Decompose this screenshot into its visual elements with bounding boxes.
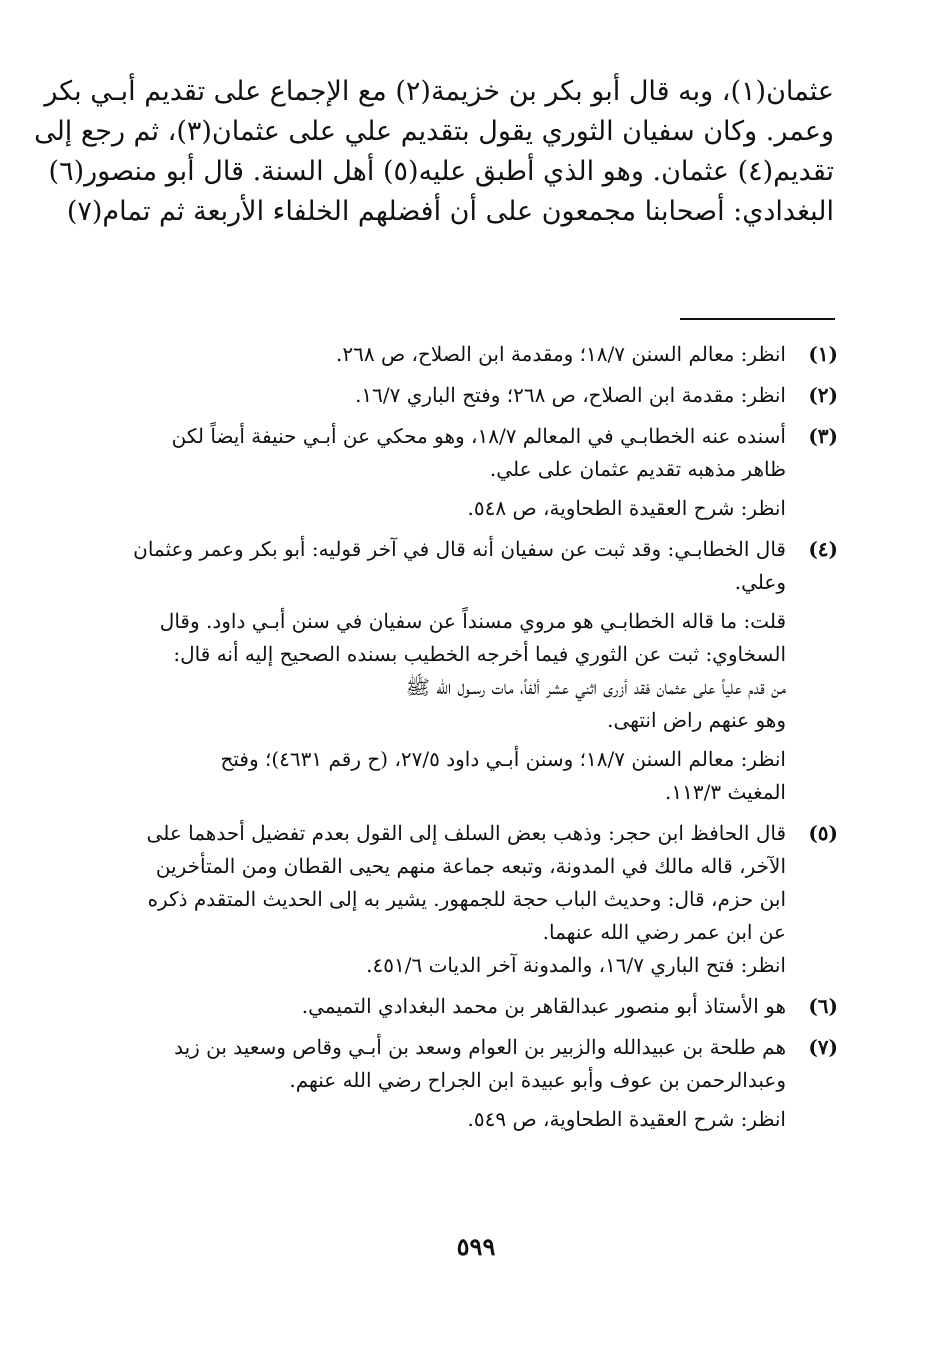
footnote — [138, 1031, 838, 1136]
footnote-line: انظر: مقدمة ابن الصلاح، ص ٢٦٨؛ وفتح الباري ١٦/٧. — [355, 383, 786, 407]
footnote-line: من قدم علياً على عثمان فقد أزرى اثني عشر ألفاً، مات رسـول الله ﷺ — [405, 675, 786, 699]
footnote-line: قال الحافظ ابن حجر: وذهب بعض السلف إلى القول بعدم تفضيل أحدهما على — [146, 821, 786, 845]
footnote — [138, 338, 838, 371]
main-text-line: تقديم(٤) عثمان. وهو الذي أطبق عليه(٥) أهل السنة. قال أبو منصور(٦) — [48, 156, 834, 187]
footnote-line: هم طلحة بن عبيدالله والزبير بن العوام وسعد بن أبـي وقاص وسعيد بن زيد — [174, 1035, 786, 1059]
footnote — [138, 990, 838, 1023]
footnote-line: انظر: معالم السنن ١٨/٧؛ ومقدمة ابن الصلاح، ص ٢٦٨. — [336, 342, 786, 366]
footnote-line: هو الأستاذ أبو منصور عبدالقاهر بن محمد البغدادي التميمي. — [301, 994, 786, 1018]
footnote-line: انظر: معالم السنن ١٨/٧؛ وسنن أبـي داود ٢٧/٥، (ح رقم ٤٦٣١)؛ وفتح — [220, 747, 786, 771]
main-text-block — [34, 72, 834, 232]
footnote-line: قال الخطابـي: وقد ثبت عن سفيان أنه قال في آخر قوليه: أبو بكر وعمر وعثمان — [133, 537, 786, 561]
footnote-line: انظر: شرح العقيدة الطحاوية، ص ٥٤٨. — [467, 496, 786, 520]
footnote-line: المغيث ١١٣/٣. — [665, 780, 786, 804]
footnote-number: (٢) — [808, 383, 838, 407]
footnote-line: وهو عنهم راض انتهى. — [607, 708, 786, 732]
main-text-line: وعمر. وكان سفيان الثوري يقول بتقديم علي على عثمان(٣)، ثم رجع إلى — [34, 116, 834, 147]
main-text-line: البغدادي: أصحابنا مجمعون على أن أفضلهم الخلفاء الأربعة ثم تمام(٧) — [66, 196, 834, 227]
footnote-line: أسنده عنه الخطابـي في المعالم ١٨/٧، وهو محكي عن أبـي حنيفة أيضاً لكن — [171, 424, 786, 448]
footnote-number: (٦) — [808, 994, 838, 1018]
footnote-line: وعبدالرحمن بن عوف وأبو عبيدة ابن الجراح رضي الله عنهم. — [289, 1068, 786, 1092]
footnote-line: السخاوي: ثبت عن الثوري فيما أخرجه الخطيب بسنده الصحيح إليه أنه قال: — [173, 642, 786, 666]
footnote — [138, 420, 838, 525]
footnote-number: (٥) — [808, 821, 838, 845]
footnote-line: انظر: شرح العقيدة الطحاوية، ص ٥٤٩. — [467, 1107, 786, 1131]
footnote — [138, 817, 838, 982]
page-number: ٥٩٩ — [456, 1232, 496, 1261]
footnote-line: انظر: فتح الباري ١٦/٧، والمدونة آخر الديات ٤٥١/٦. — [366, 953, 786, 977]
footnote-line: وعلي. — [734, 570, 786, 594]
footnote — [138, 379, 838, 412]
footnote-number: (٤) — [808, 537, 838, 561]
footnote-number: (٧) — [808, 1035, 838, 1059]
footnote-separator-rule — [680, 318, 835, 320]
footnote-number: (٣) — [808, 424, 838, 448]
footnote-number: (١) — [808, 342, 838, 366]
footnote-line: ابن حزم، قال: وحديث الباب حجة للجمهور. يشير به إلى الحديث المتقدم ذكره — [147, 887, 786, 911]
main-text-line: عثمان(١)، وبه قال أبو بكر بن خزيمة(٢) مع الإجماع على تقديم أبـي بكر — [44, 76, 834, 107]
footnote-line: عن ابن عمر رضي الله عنهما. — [542, 920, 786, 944]
footnote-line: الآخر، قاله مالك في المدونة، وتبعه جماعة منهم يحيى القطان ومن المتأخرين — [155, 854, 786, 878]
footnote — [133, 533, 838, 809]
footnote-line: قلت: ما قاله الخطابـي هو مروي مسنداً عن سفيان في سنن أبـي داود. وقال — [159, 609, 786, 633]
footnote-line: ظاهر مذهبه تقديم عثمان على علي. — [489, 457, 786, 481]
footnotes-section — [133, 338, 838, 1144]
